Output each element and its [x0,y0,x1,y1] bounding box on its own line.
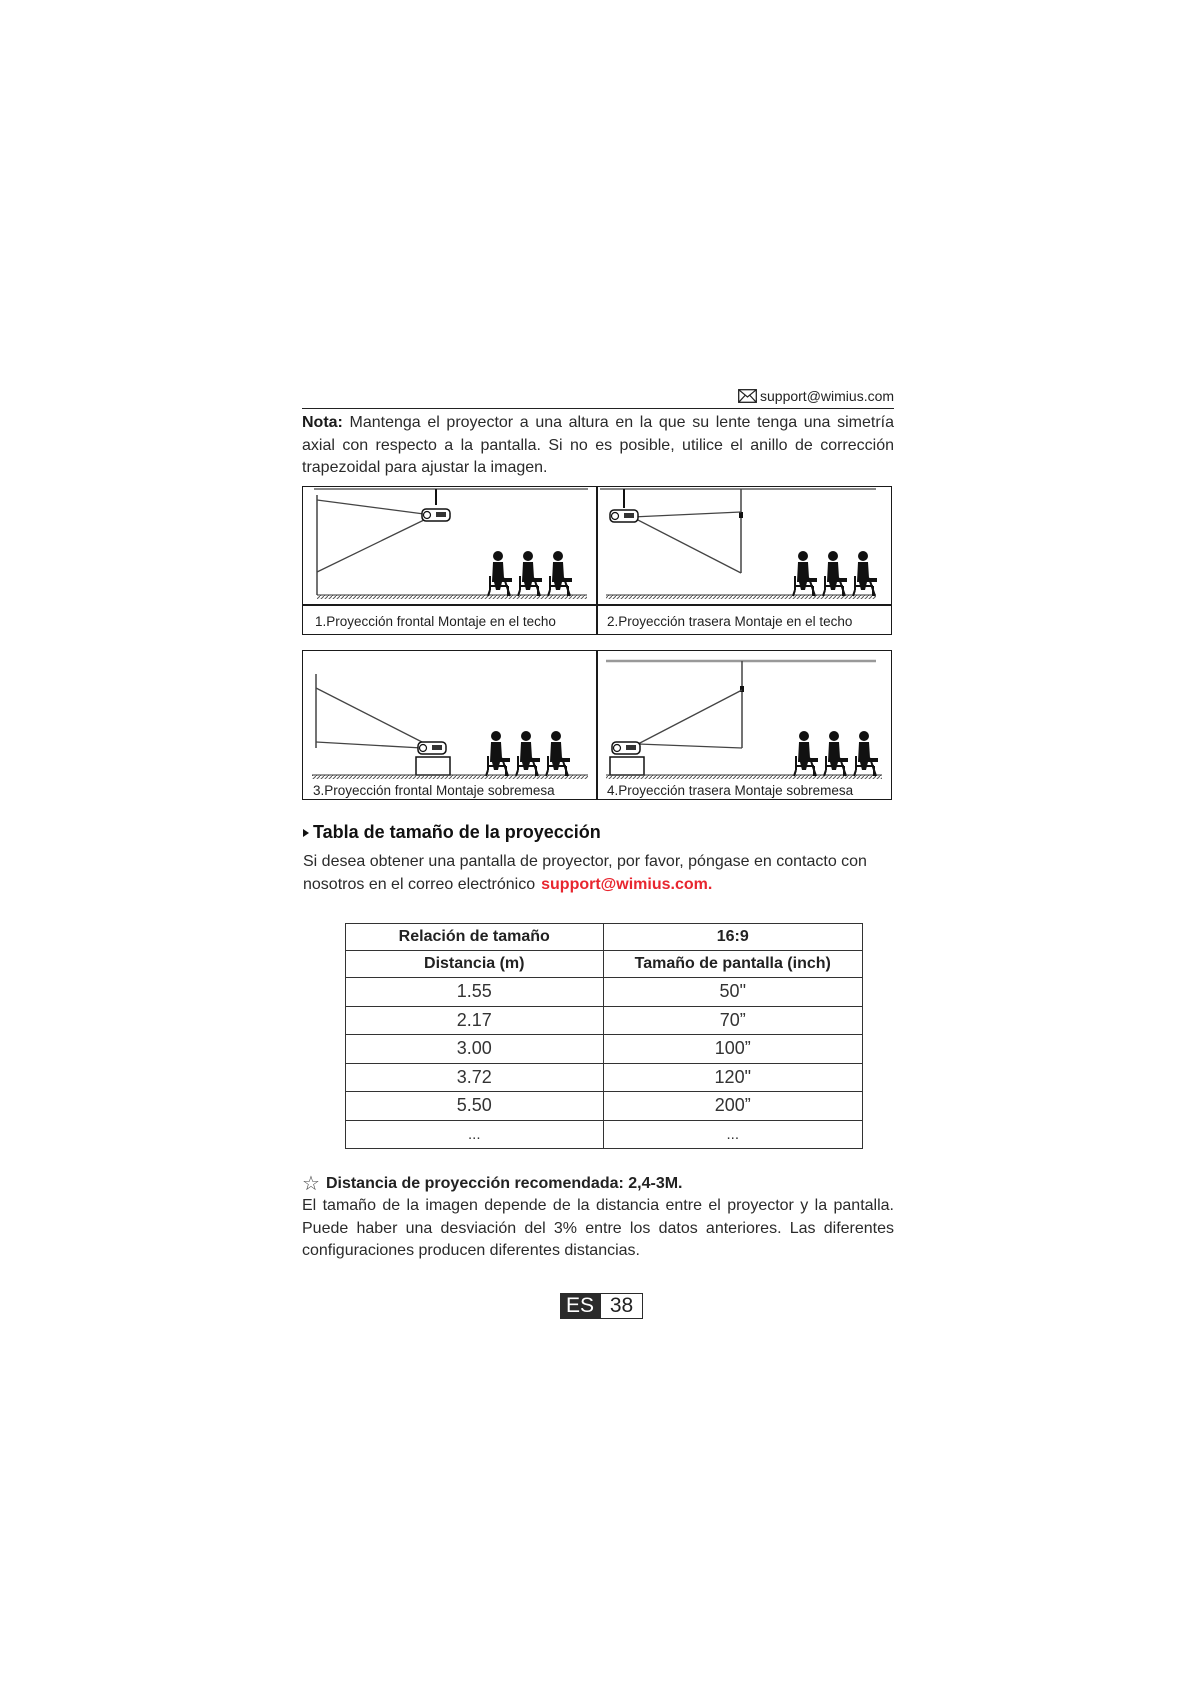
diagram-caption-2: 2.Proyección trasera Montaje en el techo [607,614,853,629]
page-number: 38 [600,1293,643,1319]
table-header-cell: Tamaño de pantalla (inch) [603,951,862,978]
table-header-row [346,924,863,951]
table-header-cell: Relación de tamaño [346,924,604,951]
table-row [346,978,863,1007]
diagram-caption-1: 1.Proyección frontal Montaje en el techo [315,614,556,629]
distance-cell: 5.50 [346,1092,604,1121]
section-title [303,822,601,843]
table-row [346,1006,863,1035]
distance-cell: ... [346,1120,604,1149]
contact-text: Si desea obtener una pantalla de proyector, por favor, póngase en contacto con nosotros en el correo electrónico [303,853,867,893]
screen-size-cell: 120" [603,1063,862,1092]
diagram-front-ceiling [314,489,588,599]
contact-paragraph [303,851,903,896]
page-number-badge [560,1293,643,1319]
table-row [346,1063,863,1092]
section-title-text: Tabla de tamaño de la proyección [313,822,601,842]
screen-size-cell: 70” [603,1006,862,1035]
final-paragraph: El tamaño de la imagen depende de la distancia entre el proyector y la pantalla. Puede haber una desviación del 3% entre los datos anteriores. Las diferentes configuraciones producen diferentes distancias. [302,1197,894,1259]
star-icon: ☆ [302,1173,320,1195]
diagram-caption-4: 4.Proyección trasera Montaje sobremesa [607,783,854,798]
diagram-rear-ceiling [600,489,877,599]
diagram-caption-3: 3.Proyección frontal Montaje sobremesa [313,783,555,798]
distance-cell: 3.72 [346,1063,604,1092]
table-header-cell: 16:9 [603,924,862,951]
screen-size-cell: 200” [603,1092,862,1121]
table-row [346,1035,863,1064]
diagram-rear-tabletop [606,661,882,779]
distance-cell: 2.17 [346,1006,604,1035]
note-text: Mantenga el proyector a una altura en la que su lente tenga una simetría axial con respecto a la pantalla. Si no es posible, utilice el anillo de corrección trapezoidal para ajustar la imagen. [302,414,894,476]
triangle-bullet-icon [303,829,309,837]
contact-email-link[interactable]: support@wimius.com. [541,875,713,893]
screen-size-cell: 100” [603,1035,862,1064]
diagram-front-tabletop [312,674,588,779]
screen-size-cell: ... [603,1120,862,1149]
recommended-distance [302,1171,683,1196]
table-header-cell: Distancia (m) [346,951,604,978]
table-row [346,1092,863,1121]
projection-size-table [345,923,863,1149]
header-email-text: support@wimius.com [760,388,895,404]
distance-cell: 1.55 [346,978,604,1007]
distance-cell: 3.00 [346,1035,604,1064]
note-label: Nota: [302,414,343,431]
recommended-distance-text: Distancia de proyección recomendada: 2,4-3M. [325,1174,683,1192]
table-header-row [346,951,863,978]
screen-size-cell: 50" [603,978,862,1007]
language-label: ES [560,1293,600,1319]
table-row [346,1120,863,1149]
